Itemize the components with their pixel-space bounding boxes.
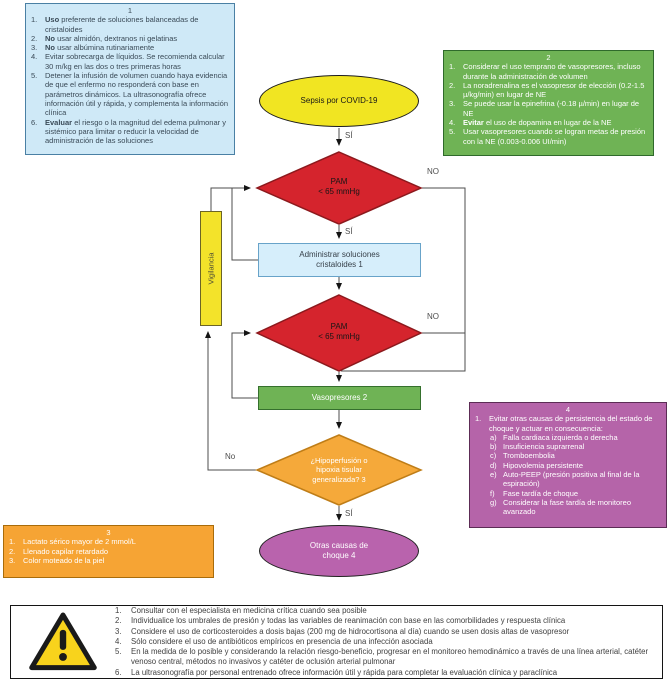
note1-item: 4. Evitar sobrecarga de líquidos. Se recomienda calcular 30 m/kg en las dos o tres primeras horas bbox=[31, 52, 225, 71]
note4-subitem: g) Considerar la fase tardía de monitoreo avanzado bbox=[490, 497, 631, 517]
crystalloids-process: Administrar soluciones cristaloides 1 bbox=[258, 243, 421, 277]
edge-label-no3: No bbox=[225, 452, 236, 461]
note3-item: 3. Color moteado de la piel bbox=[9, 555, 105, 565]
note1-item: 3. No usar albúmina rutinariamente bbox=[31, 43, 155, 53]
note2-item: 5. Usar vasopresores cuando se logran metas de presión con la NE (0.003-0.006 UI/min) bbox=[449, 127, 646, 146]
note1-item: 2. No usar almidón, dextranos ni gelatinas bbox=[31, 33, 178, 43]
note3-item: 1. Lactato sérico mayor de 2 mmol/L bbox=[9, 537, 136, 547]
note3-title: 3 bbox=[106, 528, 111, 537]
edge-label-si1: SÍ bbox=[345, 227, 353, 236]
note4-subitem: a) Falla cardiaca izquierda o derecha bbox=[490, 432, 618, 442]
note4-subitem: c) Tromboembolia bbox=[490, 451, 555, 461]
note4-item: 1. Evitar otras causas de persistencia del estado de choque y actuar en consecuencia: a) Falla cardiaca izquierda o derecha b) Insuficiencia suprarrenal c) Tromboembolia d) Hipovolemia persistente e) Auto-PEEP (presión positiva al final de la espiración) f) Fase tardía de choque g) Considerar la fase tardía de monitoreo avanzado bbox=[475, 414, 661, 516]
start-label: Sepsis por COVID-19 bbox=[300, 96, 378, 105]
note-box-1 bbox=[25, 3, 235, 155]
decision2-label: PAM < 65 mmHg bbox=[318, 322, 360, 341]
footer-item: 5. En la medida de lo posible y considerando la relación riesgo-beneficio, progresar en el monitoreo hemodinámico a través de una línea arterial, catéter venoso central, métodos no invasivos y catéter de oclusión arterial pulmonar bbox=[115, 647, 649, 667]
note-box-3 bbox=[3, 525, 214, 578]
footer-item: 6. La ultrasonografía por personal entrenado ofrece información útil y rápida para completar la evaluación clínica y paraclínica bbox=[115, 667, 558, 677]
edge-crystalloids-loop bbox=[232, 188, 259, 260]
footer-item: 3. Considere el uso de corticosteroides a dosis bajas (200 mg de hidrocortisona al día) cuando se usen dosis altas de vasopresor bbox=[115, 626, 570, 636]
start-node bbox=[259, 75, 419, 127]
footer-item: 1. Consultar con el especialista en medicina crítica cuando sea posible bbox=[115, 606, 367, 616]
vasopressors-process: Vasopresores 2 bbox=[258, 386, 421, 410]
note2-title: 2 bbox=[546, 53, 551, 62]
vigilance-box bbox=[200, 211, 222, 326]
edge-label-no1: NO bbox=[427, 167, 439, 176]
note4-subitem: e) Auto-PEEP (presión positiva al final de la espiración) bbox=[490, 470, 640, 489]
edge-vigilance-to-decision1 bbox=[211, 188, 250, 211]
note2-item: 4. Evitar el uso de dopamina en lugar de la NE bbox=[449, 118, 612, 128]
note1-item: 1. Uso preferente de soluciones balanceadas de cristaloides bbox=[31, 15, 199, 34]
footer-item: 2. Individualice los umbrales de presión y todas las variables de reanimación con base en las comorbilidades y respuesta clínica bbox=[115, 616, 566, 626]
footer-item: 4. Sólo considere el uso de antibióticos empíricos en presencia de una infección asociada bbox=[115, 636, 433, 646]
vigilance-label: Vigilancia bbox=[206, 252, 216, 285]
decision1-label: PAM < 65 mmHg bbox=[318, 177, 360, 196]
edge-label-si3: SÍ bbox=[345, 509, 353, 518]
note1-item: 6. Evaluar el riesgo o la magnitud del edema pulmonar y sistémico para limitar o reducir la velocidad de administración de las soluciones bbox=[31, 117, 226, 146]
footer-advisory-box bbox=[10, 605, 663, 679]
note1-item: 5. Detener la infusión de volumen cuando haya evidencia de que el enfermo no responderá con base en parámetros dinámicos. La ultrasonografía ofrece información útil y rápida, y complementa la información clínica bbox=[31, 71, 228, 118]
note2-item: 1. Considerar el uso temprano de vasopresores, incluso durante la administración de volumen bbox=[449, 62, 641, 81]
warning-icon bbox=[23, 610, 103, 674]
note4-subitem: f) Fase tardía de choque bbox=[490, 488, 579, 498]
note4-subitem: b) Insuficiencia suprarrenal bbox=[490, 442, 585, 452]
note-box-4 bbox=[469, 402, 667, 528]
note4-subitem: d) Hipovolemia persistente bbox=[490, 460, 584, 470]
note4-title: 4 bbox=[565, 405, 571, 414]
note1-title: 1 bbox=[127, 6, 133, 15]
edge-label-no2: NO bbox=[427, 312, 439, 321]
edge-label-si-start: SÍ bbox=[345, 131, 353, 140]
note2-item: 3. Se puede usar la epinefrina (-0.18 µ/min) en lugar de NE bbox=[449, 99, 640, 118]
decision3-label: ¿Hipoperfusión o hipoxia tisular generalizada? 3 bbox=[310, 456, 368, 484]
edge-vasopressors-loop bbox=[232, 333, 259, 398]
note2-item: 2. La noradrenalina es el vasopresor de elección (0.2-1.5 µ/kg/min) en lugar de NE bbox=[449, 80, 645, 100]
end-label: Otras causas de choque 4 bbox=[309, 541, 369, 560]
note-box-2 bbox=[443, 50, 654, 156]
note3-item: 2. Llenado capilar retardado bbox=[9, 546, 109, 556]
end-node bbox=[259, 525, 419, 577]
